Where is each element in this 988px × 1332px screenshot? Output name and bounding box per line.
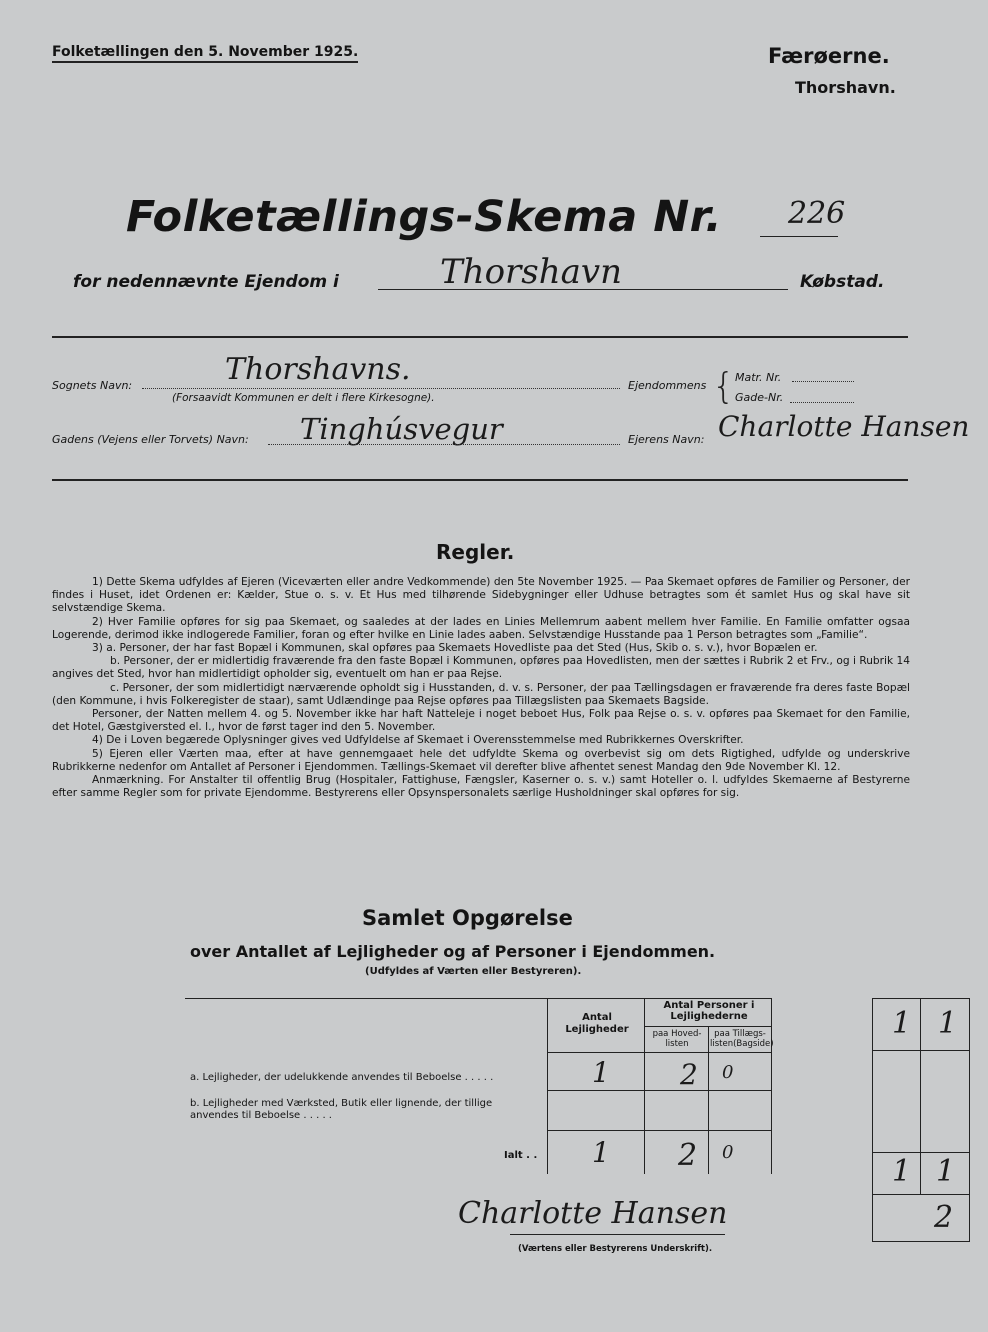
tally-hline-1 bbox=[872, 1050, 970, 1051]
tally-r3c1: 1 bbox=[892, 1154, 912, 1189]
matr-dotline bbox=[792, 381, 854, 382]
sogn-note: (Forsaavidt Kommunen er delt i flere Kirkesogne). bbox=[172, 392, 435, 404]
col-antal-lejligheder: Antal Lejligheder bbox=[565, 1012, 629, 1035]
row-ialt-label: Ialt . . bbox=[504, 1150, 538, 1161]
rule-1: 1) Dette Skema udfyldes af Ejeren (Viceværten eller andre Vedkommende) den 5te November 1925. — Paa Skemaet opføres de Familier og Personer, der findes i Huset, idet Ordenen er: Kælder, Stue o. s. v. Et Hus med tilhørende Sidebygninger eller Udhuse betragtes som ét samlet Hus og skal have sit selvstændige Skema. bbox=[52, 576, 910, 615]
summary-subtitle: over Antallet af Lejligheder og af Personer i Ejendommen. bbox=[190, 942, 716, 961]
row-a-hoved: 2 bbox=[680, 1058, 698, 1091]
table-subhead-rule bbox=[644, 1026, 771, 1027]
tally-hline-2 bbox=[872, 1152, 970, 1153]
rules-heading: Regler. bbox=[436, 540, 515, 564]
col-tillaegslisten: paa Tillægs-listen(Bagside) bbox=[710, 1029, 774, 1049]
rule-3a: 3) a. Personer, der har fast Bopæl i Kommunen, skal opføres paa Skemaets Hovedliste paa det Sted (Hus, Skib o. s. v.), hvor Bopælen er. bbox=[92, 642, 818, 655]
table-row-rule-1 bbox=[547, 1090, 771, 1091]
table-vline-4 bbox=[771, 998, 772, 1174]
ejer-label: Ejerens Navn: bbox=[628, 433, 705, 446]
tally-vline bbox=[920, 998, 921, 1194]
signature: Charlotte Hansen bbox=[458, 1196, 728, 1231]
row-b-label: b. Lejligheder med Værksted, Butik eller lignende, der tillige anvendes til Beboelse . . . . . bbox=[190, 1098, 493, 1121]
tally-hline-3 bbox=[872, 1194, 970, 1195]
tally-r1c2: 1 bbox=[938, 1006, 958, 1041]
sogn-label: Sognets Navn: bbox=[52, 379, 133, 392]
rule-4: 4) De i Loven begærede Oplysninger gives ved Udfyldelse af Skemaet i Overensstemmelse med Rubrikkernes Overskrifter. bbox=[92, 734, 744, 747]
rule-5: 5) Ejeren eller Værten maa, efter at have gennemgaaet hele det udfyldte Skema og overbevist sig om dets Rigtighed, udfylde og underskrive Rubrikkerne nedenfor om Antallet af Personer i Ejendommen. Tællings-Skemaet vil derefter blive afhentet senest Mandag den 9de November Kl. 12. bbox=[52, 747, 910, 773]
sogn-value: Thorshavns. bbox=[225, 352, 411, 387]
ialt-hoved: 2 bbox=[678, 1138, 698, 1173]
summary-note: (Udfyldes af Værten eller Bestyreren). bbox=[365, 966, 582, 977]
town-handwritten: Thorshavn bbox=[440, 252, 623, 292]
table-row-rule-2 bbox=[547, 1130, 771, 1131]
summary-title: Samlet Opgørelse bbox=[362, 906, 573, 930]
tally-r1c1: 1 bbox=[892, 1006, 912, 1041]
table-vline-3 bbox=[708, 1026, 709, 1174]
gade-nr-label: Gade-Nr. bbox=[735, 391, 784, 404]
matr-label: Matr. Nr. bbox=[735, 371, 782, 384]
table-top-rule bbox=[185, 998, 771, 999]
section-divider-top bbox=[52, 336, 908, 338]
rules-body bbox=[52, 576, 910, 800]
town-label: Thorshavn. bbox=[795, 78, 896, 97]
row-a-tillaeg: 0 bbox=[722, 1062, 734, 1083]
ejendom-label: Ejendommens bbox=[628, 379, 707, 392]
ejer-value: Charlotte Hansen bbox=[718, 410, 970, 443]
signature-caption: (Værtens eller Bestyrerens Underskrift). bbox=[518, 1244, 713, 1254]
section-divider-bottom bbox=[52, 479, 908, 481]
town-underline bbox=[378, 289, 788, 290]
gade-nr-dotline bbox=[790, 402, 854, 403]
subtitle-prefix: for nedennævnte Ejendom i bbox=[73, 272, 339, 292]
row-a-lejligheder: 1 bbox=[592, 1056, 610, 1089]
rule-anmaerkning: Anmærkning. For Anstalter til offentlig Brug (Hospitaler, Fattighuse, Fængsler, Kaserner o. s. v.) samt Hoteller o. l. udfyldes Skemaerne af Bestyrerne efter samme Regler som for private Ejendomme. Bestyrerens eller Opsynspersonalets særlige Husholdninger skal opføres for sig. bbox=[52, 774, 910, 800]
rule-3c: c. Personer, der som midlertidigt nærværende opholdt sig i Husstanden, d. v. s. Personer, der paa Tællingsdagen er fraværende fra deres faste Bopæl (den Kommune, i hvis Folkeregister de staar), samt Udlændinge paa Rejse opføres paa Tillægslisten paa Skemaets Bagside. bbox=[52, 681, 910, 707]
gade-value: Tinghúsvegur bbox=[300, 412, 503, 446]
gade-dotline bbox=[268, 444, 620, 445]
signature-line bbox=[510, 1234, 725, 1235]
census-date-label: Folketællingen den 5. November 1925. bbox=[52, 44, 358, 63]
ialt-lejligheder: 1 bbox=[592, 1136, 610, 1169]
sogn-dotline bbox=[142, 388, 620, 389]
form-number: 226 bbox=[788, 196, 846, 231]
ialt-tillaeg: 0 bbox=[722, 1142, 734, 1163]
rule-3d: Personer, der Natten mellem 4. og 5. November ikke har haft Natteleje i noget beboet Hus, Folk paa Rejse o. s. v. opføres paa Skemaet for den Familie, det Hotel, Gæstgiversted el. l., hvor de først tager ind den 5. November. bbox=[52, 708, 910, 734]
rule-3b: b. Personer, der er midlertidig fraværende fra den faste Bopæl i Kommunen, opføres paa Hovedlisten, men der sættes i Rubrik 2 et Frv., og i Rubrik 14 angives det Sted, hvor han midlertidigt opholder sig, eventuelt om han er paa Rejse. bbox=[52, 655, 910, 681]
form-title: Folketællings-Skema Nr. bbox=[126, 192, 723, 242]
col-hovedlisten: paa Hoved-listen bbox=[652, 1029, 702, 1049]
tally-r3c2: 1 bbox=[936, 1154, 956, 1189]
col-antal-personer: Antal Personer i Lejlighederne bbox=[663, 1000, 755, 1022]
number-underline bbox=[760, 236, 838, 237]
rule-2: 2) Hver Familie opføres for sig paa Skemaet, og saaledes at der lades en Linies Mellemrum aabent mellem hver Familie. En Familie omfatter ogsaa Logerende, derimod ikke indlogerede Familier, foran og efter hvilke en Linie lades aaben. Selvstændige Husstande paa 1 Person betragtes som „Familie“. bbox=[52, 615, 910, 641]
table-vline-1 bbox=[547, 998, 548, 1174]
brace-icon: { bbox=[712, 366, 735, 407]
row-a-label: a. Lejligheder, der udelukkende anvendes til Beboelse . . . . . bbox=[190, 1072, 494, 1083]
table-head-rule bbox=[547, 1052, 771, 1053]
tally-r4c2: 2 bbox=[934, 1200, 954, 1235]
region-label: Færøerne. bbox=[768, 44, 890, 68]
table-vline-2 bbox=[644, 998, 645, 1174]
gade-label: Gadens (Vejens eller Torvets) Navn: bbox=[52, 433, 249, 446]
subtitle-suffix: Købstad. bbox=[800, 272, 885, 292]
